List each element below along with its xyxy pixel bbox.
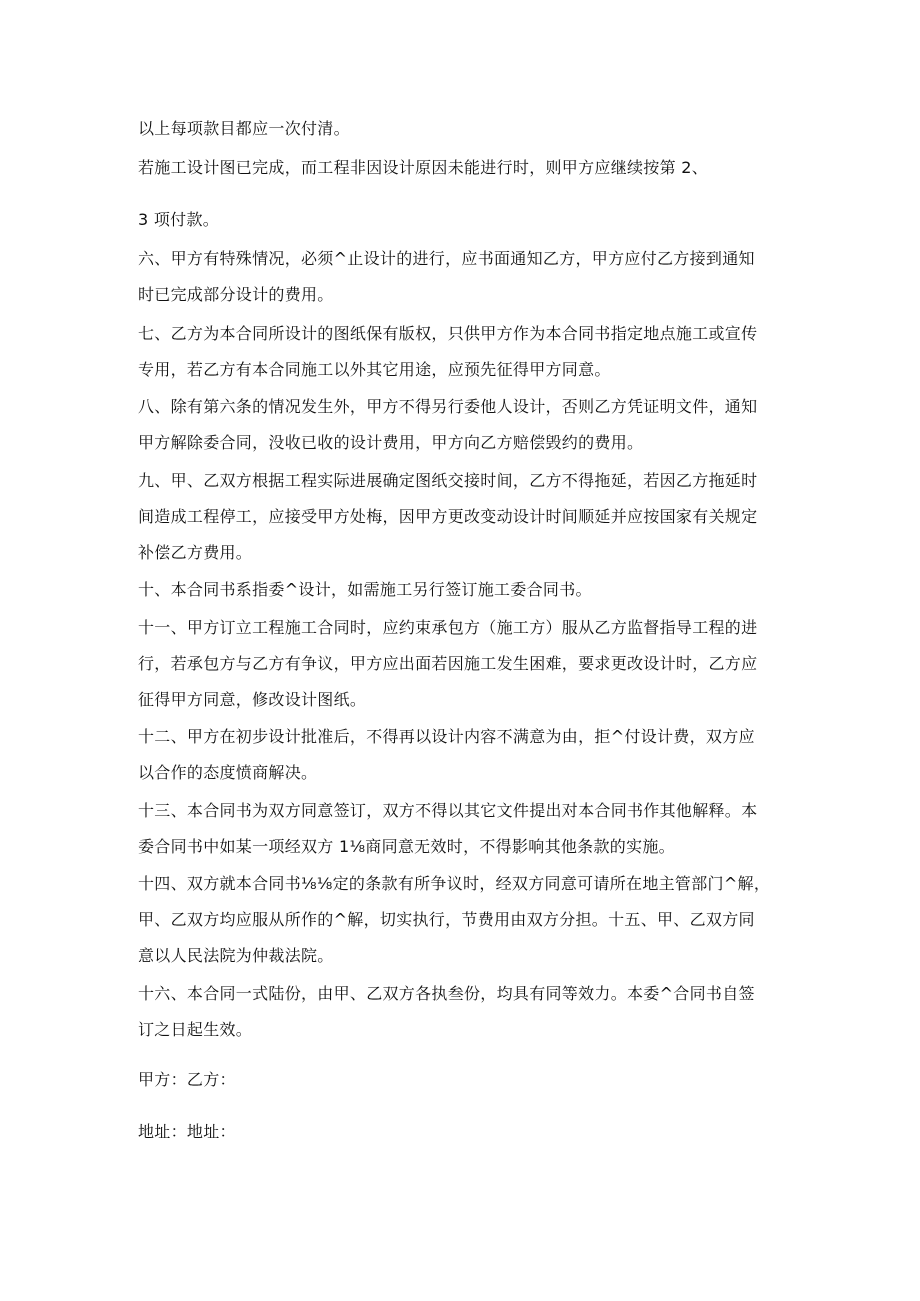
text-line: 以合作的态度愤商解决。 <box>138 763 318 782</box>
text-line: 九、甲、乙双方根据工程实际进展确定图纸交接时间，乙方不得拖延，若因乙方拖延时 <box>138 471 758 490</box>
text-line: 六、甲方有特殊情况，必须^止设计的进行，应书面通知乙方，甲方应付乙方接到通知 <box>138 249 755 268</box>
signature-party-line: 甲方：乙方： <box>138 1070 236 1089</box>
text-line: 若施工设计图已完成，而工程非因设计原因未能进行时，则甲方应继续按第 2、 <box>138 158 709 177</box>
text-line: 十三、本合同书为双方同意签订，双方不得以其它文件提出对本合同书作其他解释。本 <box>138 801 758 820</box>
text-line: 时已完成部分设计的费用。 <box>138 285 334 304</box>
text-line: 七、乙方为本合同所设计的图纸保有版权，只供甲方作为本合同书指定地点施工或宣传 <box>138 324 758 343</box>
text-line: 3 项付款。 <box>138 210 220 229</box>
text-line: 间造成工程停工，应接受甲方处梅，因甲方更改变动设计时间顺延并应按国家有关规定 <box>138 507 758 526</box>
text-line: 行，若承包方与乙方有争议，甲方应出面若因施工发生困难，要求更改设计时，乙方应 <box>138 654 758 673</box>
text-line: 专用，若乙方有本合同施工以外其它用途，应预先征得甲方同意。 <box>138 360 611 379</box>
text-line: 意以人民法院为仲裁法院。 <box>138 946 334 965</box>
text-line: 十一、甲方订立工程施工合同时，应约束承包方（施工方）服从乙方监督指导工程的进 <box>138 618 758 637</box>
text-line: 十二、甲方在初步设计批准后，不得再以设计内容不满意为由，拒^付设计费，双方应 <box>138 727 755 746</box>
text-line: 十六、本合同一式陆份，由甲、乙双方各执叁份，均具有同等效力。本委^合同书自签 <box>138 984 755 1003</box>
text-line: 订之日起生效。 <box>138 1020 253 1039</box>
text-line: 补偿乙方费用。 <box>138 543 253 562</box>
text-line: 十四、双方就本合同书⅛⅛定的条款有所争议时，经双方同意可请所在地主管部门^解， <box>138 874 771 893</box>
text-line: 以上每项款目都应一次付清。 <box>138 119 350 138</box>
signature-address-line: 地址：地址： <box>138 1122 236 1141</box>
text-line: 征得甲方同意，修改设计图纸。 <box>138 690 367 709</box>
text-line: 八、除有第六条的情况发生外，甲方不得另行委他人设计，否则乙方凭证明文件，通知 <box>138 397 758 416</box>
text-line: 委合同书中如某一项经双方 1⅛商同意无效时，不得影响其他条款的实施。 <box>138 837 675 856</box>
text-line: 甲方解除委合同，没收已收的设计费用，甲方向乙方赔偿毁约的费用。 <box>138 433 644 452</box>
text-line: 甲、乙双方均应服从所作的^解，切实执行，节费用由双方分担。十五、甲、乙双方同 <box>138 910 755 929</box>
text-line: 十、本合同书系指委^设计，如需施工另行签订施工委合同书。 <box>138 580 592 599</box>
